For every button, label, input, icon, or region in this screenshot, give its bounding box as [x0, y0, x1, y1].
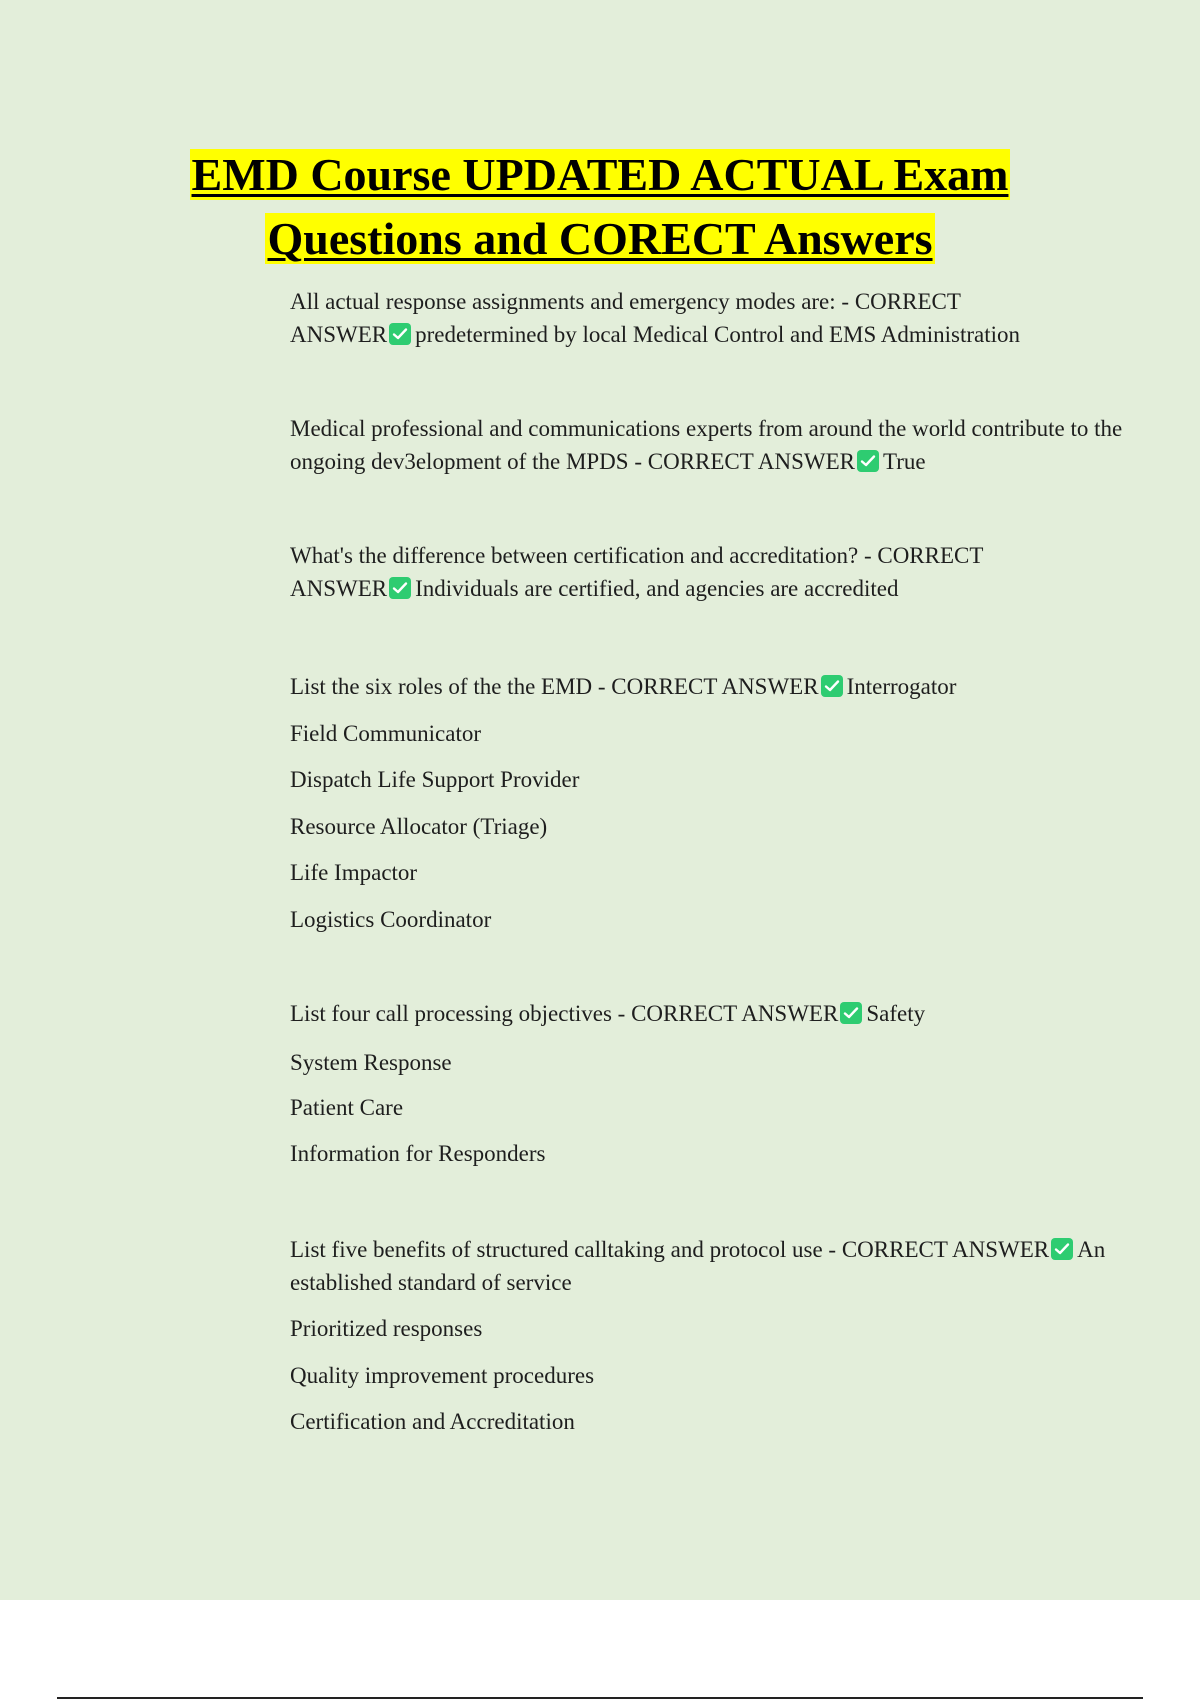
check-icon: [821, 675, 843, 697]
check-icon: [389, 577, 411, 599]
footer-divider: [57, 1697, 1143, 1699]
check-icon: [1051, 1238, 1073, 1260]
check-icon: [857, 450, 879, 472]
title-line-2: Questions and CORECT Answers: [267, 213, 933, 264]
question-answer-line: List the six roles of the the EMD - CORRECT ANSWER Interrogator: [290, 674, 957, 699]
qa-item: [290, 1234, 1190, 1439]
list-item: Patient Care: [290, 1095, 404, 1120]
document-title: [0, 143, 1200, 271]
qa-item: [290, 540, 1190, 605]
answer-text: Individuals are certified, and agencies are accredited: [415, 575, 899, 601]
qa-item: [290, 998, 1190, 1170]
list-item: Field Communicator: [290, 720, 482, 746]
qa-item: [290, 286, 1190, 351]
list-item: System Response: [290, 1049, 452, 1075]
qa-item: [290, 671, 1190, 936]
question-text: Medical professional and communications experts from around the world contribute to the: [290, 416, 1123, 441]
question-answer-line: List five benefits of structured calltaking and protocol use - CORRECT ANSWER An: [290, 1237, 1106, 1262]
question-answer-line: ANSWER predetermined by local Medical Control and EMS Administration: [290, 321, 1021, 347]
qa-item: [290, 413, 1190, 478]
answer-text: Safety: [866, 1001, 926, 1026]
question-answer-line: List four call processing objectives - CORRECT ANSWER Safety: [290, 1001, 926, 1026]
list-item: Prioritized responses: [290, 1316, 483, 1341]
answer-text: An: [1077, 1237, 1106, 1262]
question-answer-line: ongoing dev3elopment of the MPDS - CORRECT ANSWER True: [290, 448, 926, 474]
answer-text: Interrogator: [846, 674, 957, 699]
question-text: All actual response assignments and emergency modes are: - CORRECT: [290, 289, 961, 314]
check-icon: [840, 1002, 862, 1024]
list-item: Certification and Accreditation: [290, 1409, 575, 1434]
question-text: What's the difference between certification and accreditation? - CORRECT: [290, 543, 984, 568]
answer-text: True: [883, 448, 926, 474]
check-icon: [389, 323, 411, 345]
answer-continuation: established standard of service: [290, 1269, 572, 1295]
list-item: Logistics Coordinator: [290, 906, 492, 932]
list-item: Dispatch Life Support Provider: [290, 767, 580, 792]
title-line-1: EMD Course UPDATED ACTUAL Exam: [191, 149, 1009, 200]
list-item: Life Impactor: [290, 860, 418, 885]
list-item: Information for Responders: [290, 1140, 546, 1166]
answer-text: predetermined by local Medical Control and EMS Administration: [415, 321, 1021, 347]
question-answer-line: ANSWER Individuals are certified, and agencies are accredited: [290, 575, 899, 601]
list-item: Resource Allocator (Triage): [290, 813, 548, 839]
list-item: Quality improvement procedures: [290, 1362, 595, 1388]
